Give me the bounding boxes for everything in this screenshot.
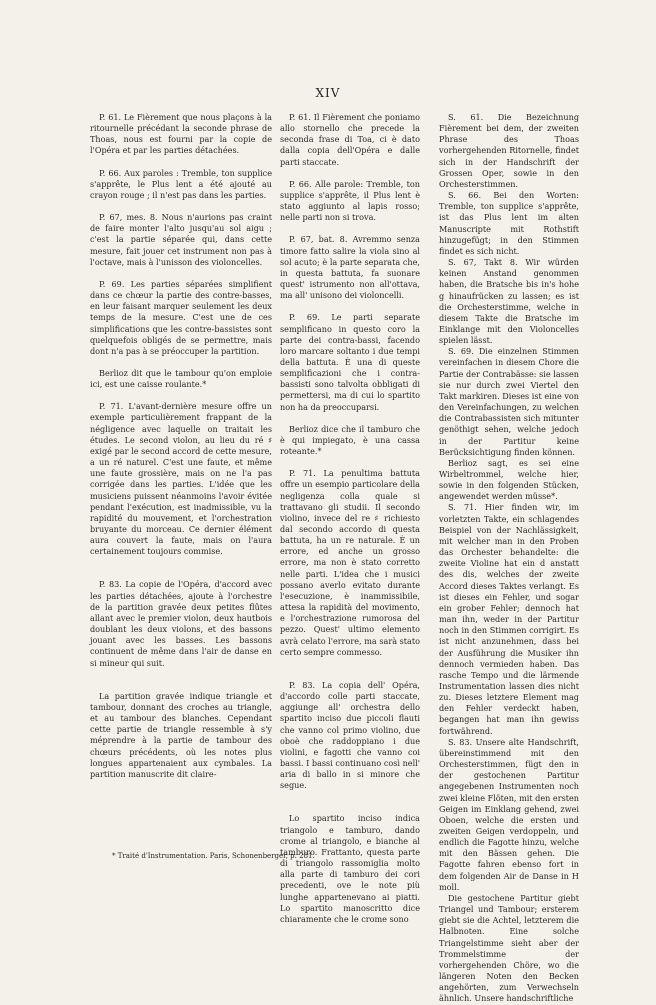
paragraph: P. 67, mes. 8. Nous n'aurions pas craint de faire monter l'alto jusqu'au sol aigu ; c'est la partie séparée qui, dans cette mesure, fait jouer cet instrument non pas à l'octave, mais à l'unisson des violoncelles. — [90, 212, 272, 267]
paragraph: Berlioz dit que le tambour qu'on emploie ici, est une caisse roulante.* — [90, 367, 272, 390]
paragraph: S. 61. Die Bezeichnung Fièrement bei dem, der zweiten Phrase des Thoas vorhergehenden Ritornelle, findet sich in der Handschrift der Grossen Oper, sowie in den Orchesterstimmen. — [439, 112, 579, 189]
paragraph: S. 66. Bei den Worten: Tremble, ton supplice s'apprête, ist das Plus lent im alten Manuscripte mit Rothstift hinzugefügt; in den Stimmen findet es sich nicht. — [439, 190, 579, 256]
paragraph: P. 67, bat. 8. Avremmo senza timore fatto salire la viola sino al sol acuto; è la parte separata che, in questa battuta, fa suonare quest' istrumento non all'ottava, ma all' unisono dei violoncelli. — [280, 234, 420, 301]
paragraph: Berlioz sagt, es sei eine Wirbeltrommel, welche hier, sowie in den folgenden Stücken, angewendet werden müsse*. — [439, 457, 579, 502]
paragraph: P. 83. La copie de l'Opéra, d'accord avec les parties détachées, ajoute à l'orchestre de la partition gravée deux petites flûtes allant avec le premier violon, deux hautbois doublant les deux violons, et des bassons jouant avec les basses. Les bassons continuent de même dans l'air de danse en si mineur qui suit. — [90, 579, 272, 668]
page-number: XIV — [315, 86, 341, 100]
paragraph: P. 61. Il Fièrement che poniamo allo stornello che precede la seconda frase di Toa, ci è dato dalla copia dell'Opéra e dalle parti staccate. — [280, 112, 420, 167]
paragraph: Die gestochene Partitur giebt Triangel und Tambour; ersterem giebt sie die Achtel, letzterem die Halbnoten. Eine solche Triangelstimme sieht aber der Trommelstimme der vorhergehenden Chöre, wo die längeren Noten den Becken angehörten, zum Verwechseln ähnlich. Unsere handschriftliche — [439, 892, 579, 1004]
paragraph: Lo spartito inciso indica triangolo e tamburo, dando crome al triangolo, e bianche al tamburo. Frattanto, questa parte di triangolo rassomiglia molto alla parte di tamburo dei cori precedenti, ove le note più lunghe appartenevano ai piatti. Lo spartito manoscritto dice chiaramente che le crome sono — [280, 813, 420, 924]
french-column — [90, 112, 272, 780]
paragraph: S. 83. Unsere alte Handschrift, übereinstimmend mit den Orchesterstimmen, fügt den in der gestochenen Partitur angegebenen Instrumenten noch zwei kleine Flöten, mit den ersten Geigen im Einklang gehend, zwei Oboen, welche die ersten und zweiten Geigen verdoppeln, und endlich die Fagotte hinzu, welche mit den Bässen gehen. Die Fagotte fahren ebenso fort in dem folgenden Air de Danse in H moll. — [439, 736, 579, 892]
paragraph: P. 71. La penultima battuta offre un esempio particolare della negligenza colla quale si trattavano gli studii. Il secondo violino, invece del re ♯ richiesto dal secondo accordo di questa battuta, ha un re naturale. È un errore, ed anche un grosso errore, ma non è stato corretto nelle parti. L'idea che i musici possano averlo evitato durante l'esecuzione, è inammissibile, attesa la rapidità del movimento, e l'orchestrazione rumorosa del pezzo. Quest' ultimo elemento avrà celato l'errore, ma sarà stato certo sempre commesso. — [280, 468, 420, 657]
paragraph: La partition gravée indique triangle et tambour, donnant des croches au triangle, et au tambour des blanches. Cependant cette partie de triangle ressemble à s'y méprendre à la partie de tambour des chœurs précédents, où les notes plus longues appartenaient aux cymbales. La partition manuscrite dit claire- — [90, 690, 272, 779]
paragraph: P. 69. Le parti separate semplificano in questo coro la parte dei contra-bassi, facendo loro marcare soltanto i due tempi della battuta. È una di queste semplificazioni che i contra-bassisti sono talvolta obbligati di permettersi, ma di cui lo spartito non ha da preoccuparsi. — [280, 312, 420, 412]
italian-column — [280, 112, 420, 925]
paragraph: P. 71. L'avant-dernière mesure offre un exemple particulièrement frappant de la négligence avec laquelle on traitait les études. Le second violon, au lieu du ré ♯ exigé par le second accord de cette mesure, a un ré naturel. C'est une faute, et même une faute grossière, mais on ne l'a pas corrigée dans les parties. L'idée que les musiciens puissent néanmoins l'avoir évitée pendant l'exécution, est inadmissible, vu la rapidité du mouvement, et l'orchestration bruyante du morceau. Ce dernier élément aura couvert la faute, mais on l'aura certainement toujours commise. — [90, 401, 272, 557]
paragraph: P. 83. La copia dell' Opéra, d'accordo colle parti staccate, aggiunge all' orchestra dello spartito inciso due piccoli flauti che vanno col primo violino, due oboè che raddoppiano i due violini, e fagotti che vanno coi bassi. I bassi continuano così nell' aria di ballo in si minore che segue. — [280, 679, 420, 791]
paragraph: P. 66. Aux paroles : Tremble, ton supplice s'apprête, le Plus lent a été ajouté au crayon rouge ; il n'est pas dans les parties. — [90, 167, 272, 200]
paragraph: P. 66. Alle parole: Tremble, ton supplice s'apprête, il Plus lent è stato aggiunto al lapis rosso; nelle parti non si trova. — [280, 178, 420, 223]
paragraph: S. 71. Hier finden wir, im vorletzten Takte, ein schlagendes Beispiel von der Nachlässigkeit, mit welcher man in den Proben das Orchester behandelte: die zweite Violine hat ein d anstatt des dis, welches der zweite Accord dieses Taktes verlangt. Es ist dieses ein Fehler, und sogar ein grober Fehler; dennoch hat man ihn, weder in der Partitur noch in den Stimmen corrigirt. Es ist nicht anzunehmen, dass bei der Ausführung die Musiker ihn dennoch vermieden haben. Das rasche Tempo und die lärmende Instrumentation lassen dies nicht zu. Dieses letztere Element mag den Fehler verdeckt haben, begangen hat man ihn gewiss fortwährend. — [439, 502, 579, 736]
paragraph: P. 69. Les parties séparées simplifient dans ce chœur la partie des contre-basses, en leur faisant marquer seulement les deux temps de la mesure. C'est une de ces simplifications que les contre-bassistes sont quelquefois obligés de se permettre, mais dont n'a pas à se préoccuper la partition. — [90, 278, 272, 356]
paragraph: Berlioz dice che il tamburo che è qui impiegato, è una cassa roteante.* — [280, 423, 420, 457]
paragraph: P. 61. Le Fièrement que nous plaçons à la ritournelle précédant la seconde phrase de Thoas, nous est fourni par la copie de l'Opéra et par les parties détachées. — [90, 112, 272, 156]
german-column — [439, 112, 579, 1005]
paragraph: S. 67, Takt 8. Wir würden keinen Anstand genommen haben, die Bratsche bis in's hohe g hinaufrücken zu lassen; es ist die Orchesterstimme, welche in diesem Takte die Bratsche im Einklange mit den Violoncelles spielen lässt. — [439, 257, 579, 346]
footnote: * Traité d'Instrumentation. Paris, Schonenberger, p. 281. — [112, 852, 315, 860]
paragraph: S. 69. Die einzelnen Stimmen vereinfachen in diesem Chore die Partie der Contrabässe: sie lassen sie nur durch zwei Viertel den Takt markiren. Dieses ist eine von den Vereinfachungen, zu welchen die Contrabassisten sich mitunter genöthigt sehen, welche jedoch in der Partitur keine Berücksichtigung finden können. — [439, 346, 579, 457]
